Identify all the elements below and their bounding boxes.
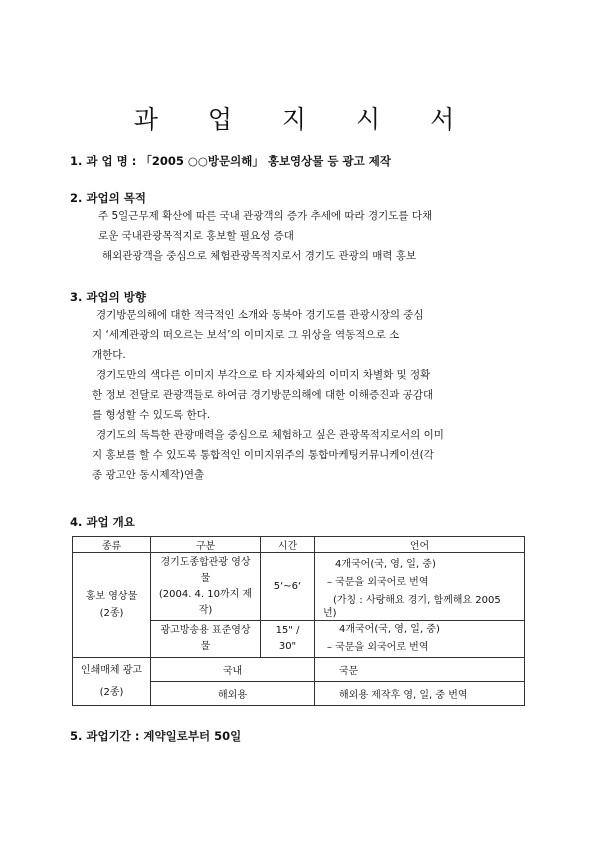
language-line: 년) xyxy=(323,607,337,619)
document-title: 과 업 지 시 서 xyxy=(133,105,476,134)
promo-language-cell xyxy=(315,553,525,621)
print-type-cell: 국내 xyxy=(151,658,315,682)
direction-line: 경기도만의 색다른 이미지 부각으로 타 지자체와의 이미지 차별화 및 정확 xyxy=(96,369,431,381)
promo-time-cell xyxy=(261,621,315,658)
purpose-line: 로운 국내관광목적지로 홍보할 필요성 증대 xyxy=(98,230,294,242)
purpose-line: 주 5일근무제 확산에 따른 국내 관광객의 증가 추세에 따라 경기도를 다채 xyxy=(98,210,433,222)
time-line: 30" xyxy=(278,641,297,652)
overview-heading: 4. 과업 개요 xyxy=(70,515,135,529)
promo-time-cell: 5‘~6‘ xyxy=(261,553,315,621)
direction-line: 경기도의 독특한 관광매력을 중심으로 체험하고 싶은 관광목적지로서의 이미 xyxy=(96,429,444,441)
language-line: – 국문을 외국어로 번역 xyxy=(327,576,429,588)
promo-type-line: 물 xyxy=(200,572,211,584)
period-heading: 5. 과업기간 : 계약일로부터 50일 xyxy=(70,729,242,743)
purpose-body xyxy=(86,206,526,266)
print-type-cell: 해외용 xyxy=(151,682,315,706)
promo-language-cell xyxy=(315,621,525,658)
purpose-line: 해외관광객을 중심으로 체험관광목적지로서 경기도 관광의 매력 홍보 xyxy=(102,250,417,262)
language-line: – 국문을 외국어로 번역 xyxy=(327,642,429,653)
direction-line: 개한다. xyxy=(92,349,126,361)
time-line: 15" / xyxy=(275,625,300,636)
header-kind: 종류 xyxy=(73,537,151,553)
direction-line: 를 형성할 수 있도록 한다. xyxy=(92,409,211,421)
promo-type-cell xyxy=(151,553,261,621)
direction-heading: 3. 과업의 방향 xyxy=(70,290,146,304)
header-language: 언어 xyxy=(315,537,525,553)
promo-category-cell xyxy=(73,553,151,658)
direction-line: 한 정보 전달로 관광객들로 하여금 경기방문의해에 대한 이해증진과 공감대 xyxy=(92,389,434,401)
print-category-cell xyxy=(73,658,151,706)
promo-type-line: 경기도종합관광 영상 xyxy=(160,556,251,568)
language-line: 4개국어(국, 영, 일, 중) xyxy=(339,624,440,635)
language-line: (가칭 : 사랑해요 경기, 함께해요 2005 xyxy=(333,594,501,606)
direction-line: 지 ‘세계관광의 떠오르는 보석’의 이미지로 그 위상을 역동적으로 소 xyxy=(92,329,400,341)
direction-body xyxy=(86,305,526,485)
direction-line: 종 광고안 동시제작)연출 xyxy=(92,469,205,481)
promo-type-cell xyxy=(151,621,261,658)
purpose-heading: 2. 과업의 목적 xyxy=(70,191,146,205)
overview-table xyxy=(72,536,525,706)
print-language-cell: 해외용 제작후 영, 일, 중 번역 xyxy=(315,682,525,706)
print-language-cell: 국문 xyxy=(315,658,525,682)
promo-type-line: 작) xyxy=(198,604,213,616)
table-row xyxy=(73,658,525,682)
promo-category-label: 홍보 영상물 xyxy=(85,591,138,602)
header-time: 시간 xyxy=(261,537,315,553)
task-name-heading: 1. 과 업 명 : 「2005 ○○방문의해」 홍보영상물 등 광고 제작 xyxy=(70,154,391,168)
promo-type-line: 물 xyxy=(200,641,211,652)
print-category-count: (2종) xyxy=(99,686,124,698)
print-category-label: 인쇄매체 광고 xyxy=(80,664,143,676)
promo-type-line: 광고방송용 표준영상 xyxy=(160,625,251,636)
table-row xyxy=(73,553,525,621)
promo-category-count: (2종) xyxy=(99,608,124,619)
promo-type-line: (2004. 4. 10까지 제 xyxy=(158,588,253,600)
direction-line: 경기방문의해에 대한 적극적인 소개와 동북아 경기도를 관광시장의 중심 xyxy=(96,309,424,321)
direction-line: 지 홍보를 할 수 있도록 통합적인 이미지위주의 통합마케팅커뮤니케이션(각 xyxy=(92,449,434,461)
header-division: 구분 xyxy=(151,537,261,553)
table-header-row xyxy=(73,537,525,553)
language-line: 4개국어(국, 영, 일, 중) xyxy=(335,558,436,570)
